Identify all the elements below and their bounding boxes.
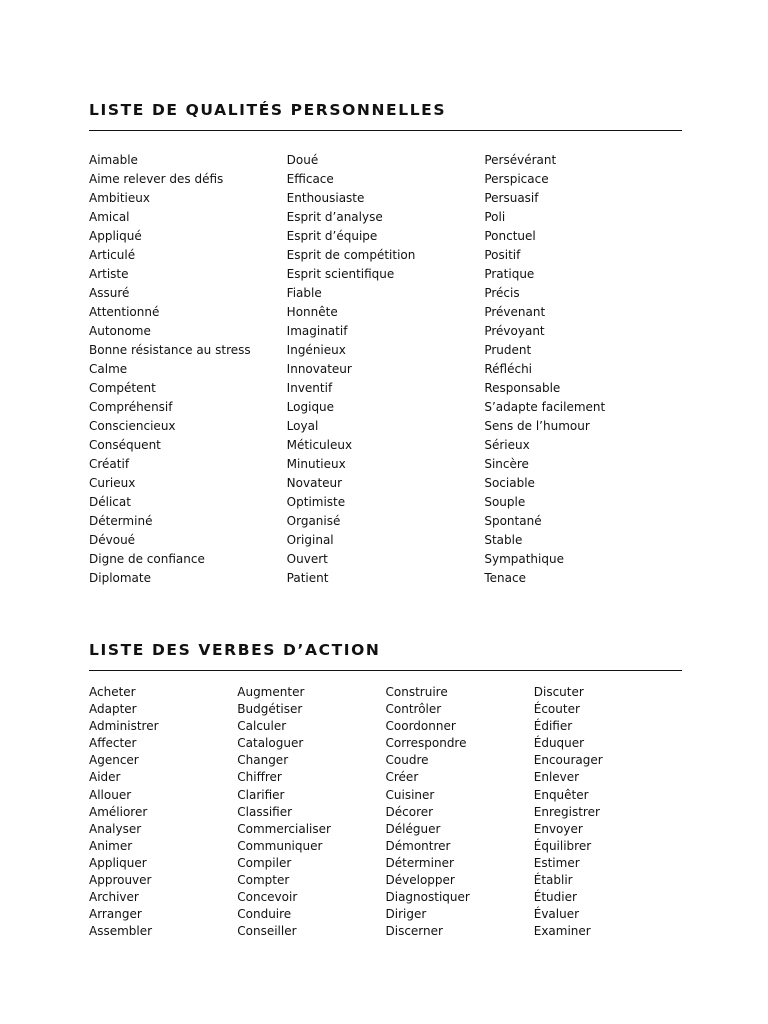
list-item: Ponctuel [484,229,536,243]
list-item: Cataloguer [237,736,304,751]
list-item: Examiner [533,924,591,939]
list-item: Évaluer [533,907,580,922]
verbs-column-2 [237,684,385,940]
list-item: Artiste [89,267,129,281]
list-item: Innovateur [286,362,352,376]
list-item: Poli [484,210,506,224]
list-item: Appliqué [89,229,142,243]
list-item: Déterminé [89,514,153,528]
list-item: Créer [385,770,419,785]
list-item: Enthousiaste [286,191,365,205]
list-item: Concevoir [237,890,298,905]
list-item: Appliquer [89,855,147,870]
qualities-column-1 [89,151,287,588]
list-item: Édifier [533,719,573,734]
list-item: Spontané [484,514,542,528]
list-item: Méticuleux [286,438,353,452]
list-item: Sympathique [484,552,564,566]
verbs-divider [89,670,682,671]
list-item: Optimiste [286,495,346,509]
list-item: Attentionné [89,305,160,319]
list-item: Persévérant [484,153,557,167]
list-item: Aider [89,770,121,785]
list-item: Conséquent [89,438,161,452]
qualities-divider [89,130,682,131]
list-item: Équilibrer [533,838,592,853]
list-item: Doué [286,153,319,167]
verbs-column-3 [386,684,534,940]
list-item: Esprit d’analyse [286,210,383,224]
list-item: Estimer [533,855,580,870]
list-item: Sincère [484,457,529,471]
list-item: Compter [237,873,290,888]
list-item: Améliorer [89,804,148,819]
list-item: Stable [484,533,523,547]
list-item: Cuisiner [385,787,435,802]
list-item: Étudier [533,890,577,905]
list-item: Prévenant [484,305,546,319]
verbs-column-1 [89,684,237,940]
list-item: Assuré [89,286,130,300]
list-item: Compétent [89,381,156,395]
list-item: Déterminer [385,855,454,870]
list-item: Délicat [89,495,131,509]
list-item: Adapter [89,702,137,717]
verbs-section [89,640,682,940]
list-item: Minutieux [286,457,346,471]
list-item: Développer [385,873,455,888]
list-item: Conseiller [237,924,297,939]
list-item: Ambitieux [89,191,150,205]
list-item: Compiler [237,855,292,870]
list-item: Prudent [484,343,532,357]
list-item: Communiquer [237,838,323,853]
list-item: Construire [385,685,448,699]
list-item: Diagnostiquer [385,890,470,905]
list-item: Coudre [385,753,429,768]
list-item: Ingénieux [286,343,346,357]
list-item: Sociable [484,476,535,490]
list-item: Archiver [89,890,139,905]
list-item: Commercialiser [237,821,331,836]
list-item: S’adapte facilement [484,400,606,414]
qualities-section [89,100,682,588]
list-item: Persuasif [484,191,539,205]
list-item: Conduire [237,907,292,922]
list-item: Perspicace [484,172,549,186]
list-item: Approuver [89,873,152,888]
list-item: Agencer [89,753,139,768]
list-item: Augmenter [237,685,305,699]
list-item: Administrer [89,719,159,734]
list-item: Clarifier [237,787,285,802]
list-item: Chiffrer [237,770,282,785]
list-item: Établir [533,873,573,888]
list-item: Prévoyant [484,324,545,338]
list-item: Consciencieux [89,419,176,433]
list-item: Articulé [89,248,136,262]
list-item: Classifier [237,804,293,819]
list-item: Diriger [385,907,427,922]
list-item: Enregistrer [533,804,600,819]
list-item: Esprit d’équipe [286,229,378,243]
list-item: Déléguer [385,821,441,836]
verbs-columns [89,684,682,940]
qualities-title: LISTE DE QUALITÉS PERSONNELLES [89,101,447,119]
list-item: Coordonner [385,719,456,734]
list-item: Aime relever des défis [89,172,224,186]
list-item: Fiable [286,286,322,300]
list-item: Changer [237,753,289,768]
list-item: Acheter [89,685,136,699]
list-item: Décorer [385,804,434,819]
list-item: Sérieux [484,438,530,452]
list-item: Patient [286,571,329,585]
list-item: Tenace [484,571,526,585]
list-item: Calme [89,362,128,376]
list-item: Enlever [533,770,580,785]
list-item: Assembler [89,924,153,939]
list-item: Diplomate [89,571,151,585]
list-item: Curieux [89,476,136,490]
list-item: Envoyer [533,821,583,836]
list-item: Allouer [89,787,132,802]
list-item: Animer [89,838,133,853]
list-item: Loyal [286,419,319,433]
list-item: Enquêter [533,787,589,802]
list-item: Contrôler [385,702,442,717]
list-item: Inventif [286,381,333,395]
list-item: Novateur [286,476,343,490]
list-item: Digne de confiance [89,552,205,566]
list-item: Esprit scientifique [286,267,395,281]
list-item: Réfléchi [484,362,533,376]
list-item: Arranger [89,907,142,922]
list-item: Bonne résistance au stress [89,343,251,357]
list-item: Imaginatif [286,324,348,338]
list-item: Calculer [237,719,287,734]
list-item: Discerner [385,924,443,939]
list-item: Encourager [533,753,603,768]
list-item: Pratique [484,267,535,281]
list-item: Précis [484,286,520,300]
list-item: Écouter [533,702,580,717]
list-item: Souple [484,495,526,509]
list-item: Budgétiser [237,702,303,717]
list-item: Amical [89,210,130,224]
list-item: Dévoué [89,533,136,547]
list-item: Autonome [89,324,151,338]
verbs-title: LISTE DES VERBES D’ACTION [89,641,381,659]
qualities-column-2 [287,151,485,588]
list-item: Ouvert [286,552,328,566]
list-item: Esprit de compétition [286,248,416,262]
list-item: Analyser [89,821,142,836]
verbs-column-4 [534,684,682,940]
list-item: Éduquer [533,736,585,751]
list-item: Honnête [286,305,338,319]
list-item: Original [286,533,334,547]
list-item: Discuter [533,685,584,699]
list-item: Positif [484,248,521,262]
list-item: Correspondre [385,736,467,751]
list-item: Aimable [89,153,138,167]
list-item: Affecter [89,736,137,751]
list-item: Créatif [89,457,130,471]
qualities-column-3 [484,151,682,588]
list-item: Efficace [286,172,334,186]
qualities-columns [89,151,682,588]
list-item: Organisé [286,514,341,528]
list-item: Sens de l’humour [484,419,590,433]
list-item: Responsable [484,381,561,395]
list-item: Démontrer [385,838,451,853]
list-item: Compréhensif [89,400,173,414]
list-item: Logique [286,400,335,414]
